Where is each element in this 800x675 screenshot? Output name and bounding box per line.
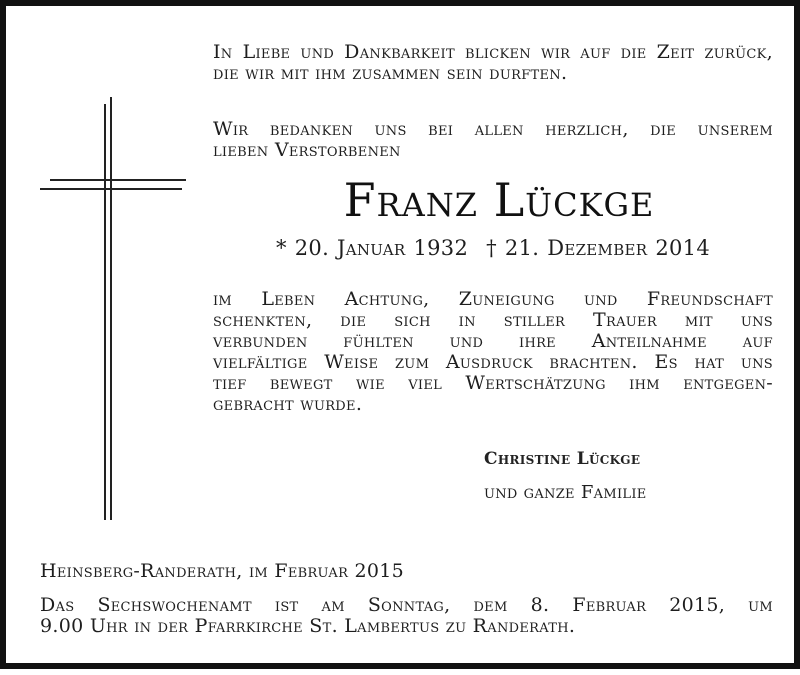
body-line: tief bewegt wie viel Wertschätzung ihm entgegen- [213,372,773,394]
mass-line-1: Das Sechswochenamt ist am Sonntag, dem 8. Februar 2015, um [40,594,773,616]
birth-date: * 20. Januar 1932 [275,236,469,260]
thanks-line-1: Wir bedanken uns bei allen herzlich, die unserem [213,118,773,140]
death-date: † 21. Dezember 2014 [486,236,710,260]
body-line: vielfältige Weise zum Ausdruck brachten. Es hat uns [213,351,773,373]
intro-line-1: In Liebe und Dankbarkeit blicken wir auf die Zeit zurück, [213,41,773,63]
body-paragraph [213,289,773,415]
body-line: gebracht wurde. [213,393,363,415]
intro-line-2: die wir mit ihm zusammen sein durften. [213,62,568,84]
place-date: Heinsberg-Randerath, im Februar 2015 [40,560,405,582]
body-line: im Leben Achtung, Zuneigung und Freundschaft [213,288,773,310]
body-line: schenkten, die sich in stiller Trauer mit uns [213,309,773,331]
cross-vertical-line-left [104,104,106,520]
thanks-line-2: lieben Verstorbenen [213,139,401,161]
life-dates [213,235,773,261]
body-line: verbunden fühlten und ihre Anteilnahme auf [213,330,773,352]
signer-family: und ganze Familie [484,482,647,503]
signer-name: Christine Lückge [484,449,641,469]
mass-line-2: 9.00 Uhr in der Pfarrkirche St. Lambertus zu Randerath. [40,615,576,637]
mass-announcement [40,595,773,637]
deceased-name: Franz Lückge [343,173,655,227]
cross-vertical-line-right [110,97,112,520]
thanks-paragraph [213,119,773,161]
intro-paragraph [213,42,773,84]
